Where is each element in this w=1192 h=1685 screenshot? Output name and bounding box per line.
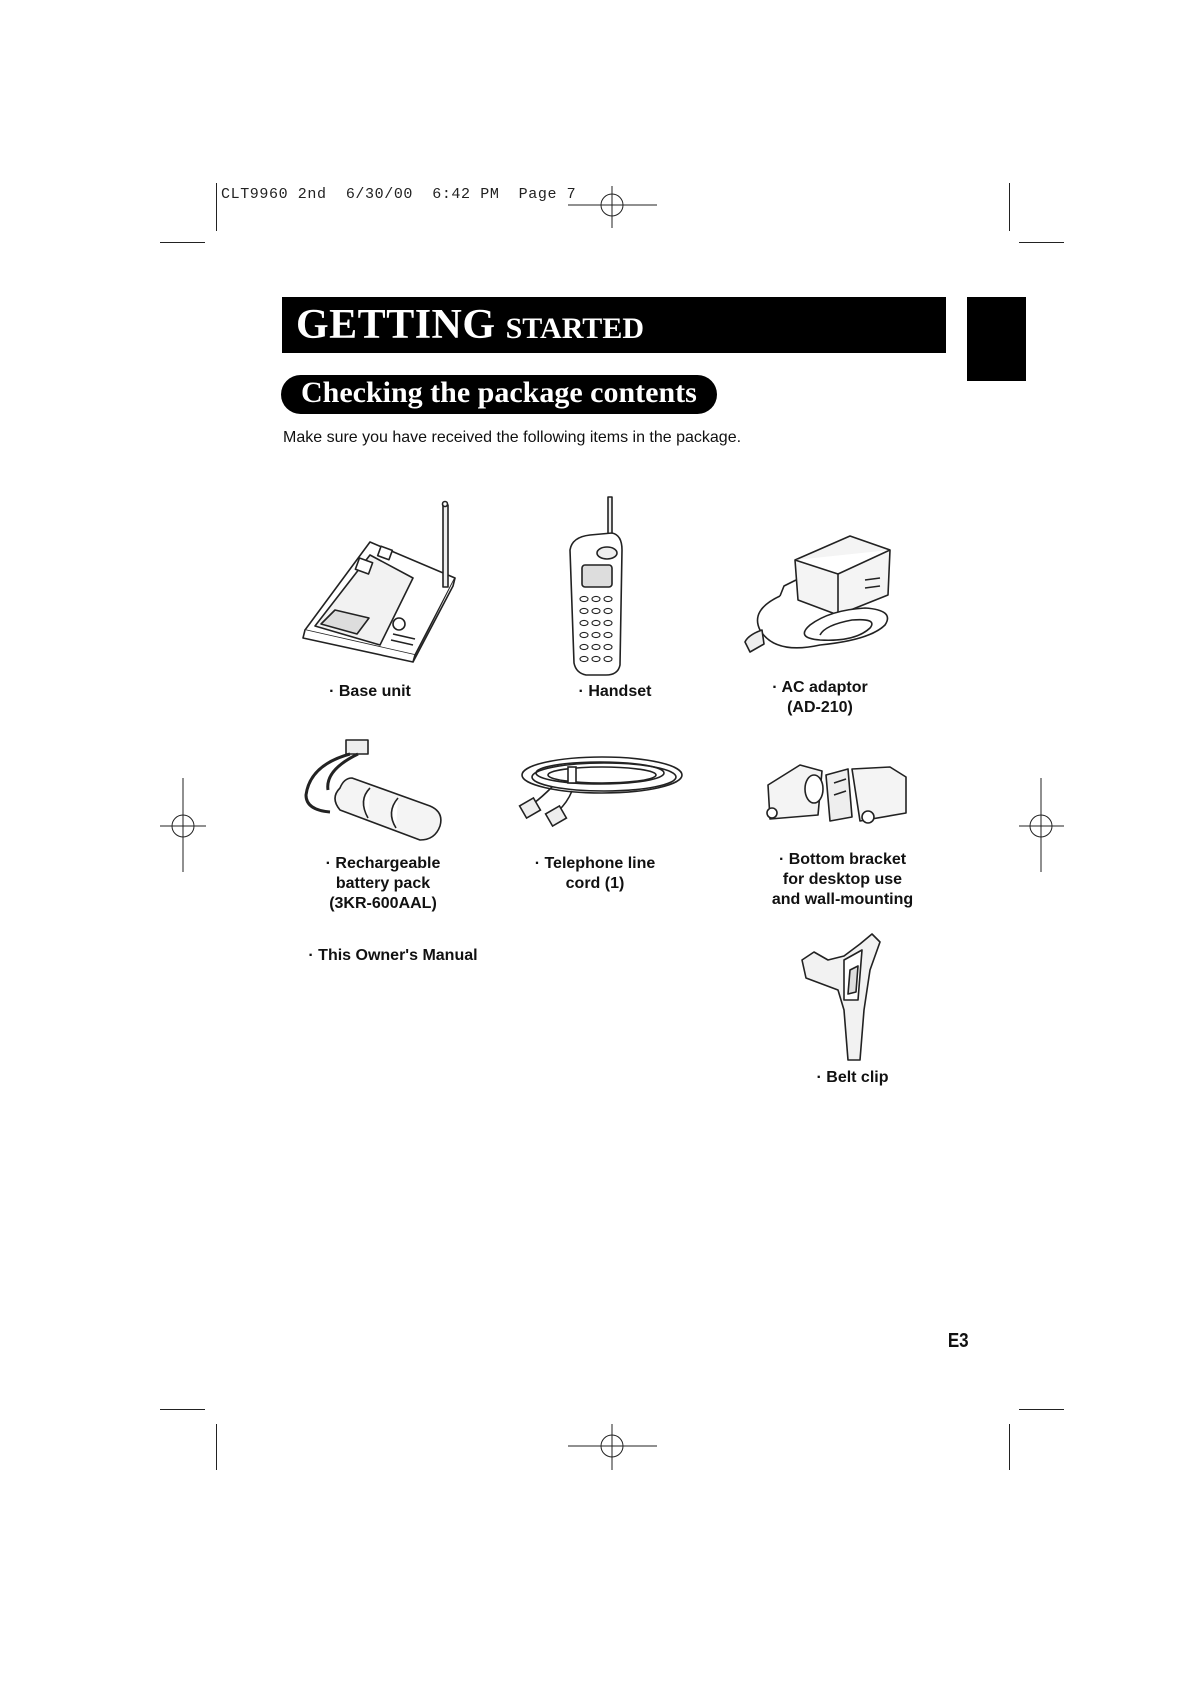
title-big: GETTING <box>296 302 496 348</box>
label-ac-adaptor: · AC adaptor (AD-210) <box>772 679 868 716</box>
ac-adaptor-illustration <box>740 530 895 660</box>
base-unit-illustration <box>295 500 465 660</box>
bottom-bracket-illustration <box>760 755 910 835</box>
label-battery-pack: · Rechargeable battery pack (3KR-600AAL) <box>325 855 441 912</box>
page-title <box>296 301 644 349</box>
label-telephone-cord: · Telephone line cord (1) <box>534 855 656 892</box>
label-bottom-bracket: · Bottom bracket for desktop use and wall-mounting <box>771 851 914 908</box>
belt-clip-illustration <box>800 930 890 1065</box>
page-number: E3 <box>947 1330 969 1352</box>
print-slug: CLT9960 2nd 6/30/00 6:42 PM Page 7 <box>221 186 577 203</box>
label-handset: · Handset <box>578 683 652 700</box>
section-title: Checking the package contents <box>301 376 697 409</box>
label-belt-clip: · Belt clip <box>816 1069 889 1086</box>
label-owners-manual: · This Owner's Manual <box>308 947 478 964</box>
intro-text: Make sure you have received the following items in the package. <box>283 429 742 446</box>
header-bar <box>282 297 946 353</box>
title-small: STARTED <box>505 312 644 345</box>
section-heading <box>281 375 717 414</box>
label-base-unit: · Base unit <box>329 683 411 700</box>
handset-illustration <box>560 495 630 680</box>
telephone-cord-illustration <box>512 745 692 830</box>
battery-pack-illustration <box>300 740 450 850</box>
side-tab <box>967 297 1026 381</box>
